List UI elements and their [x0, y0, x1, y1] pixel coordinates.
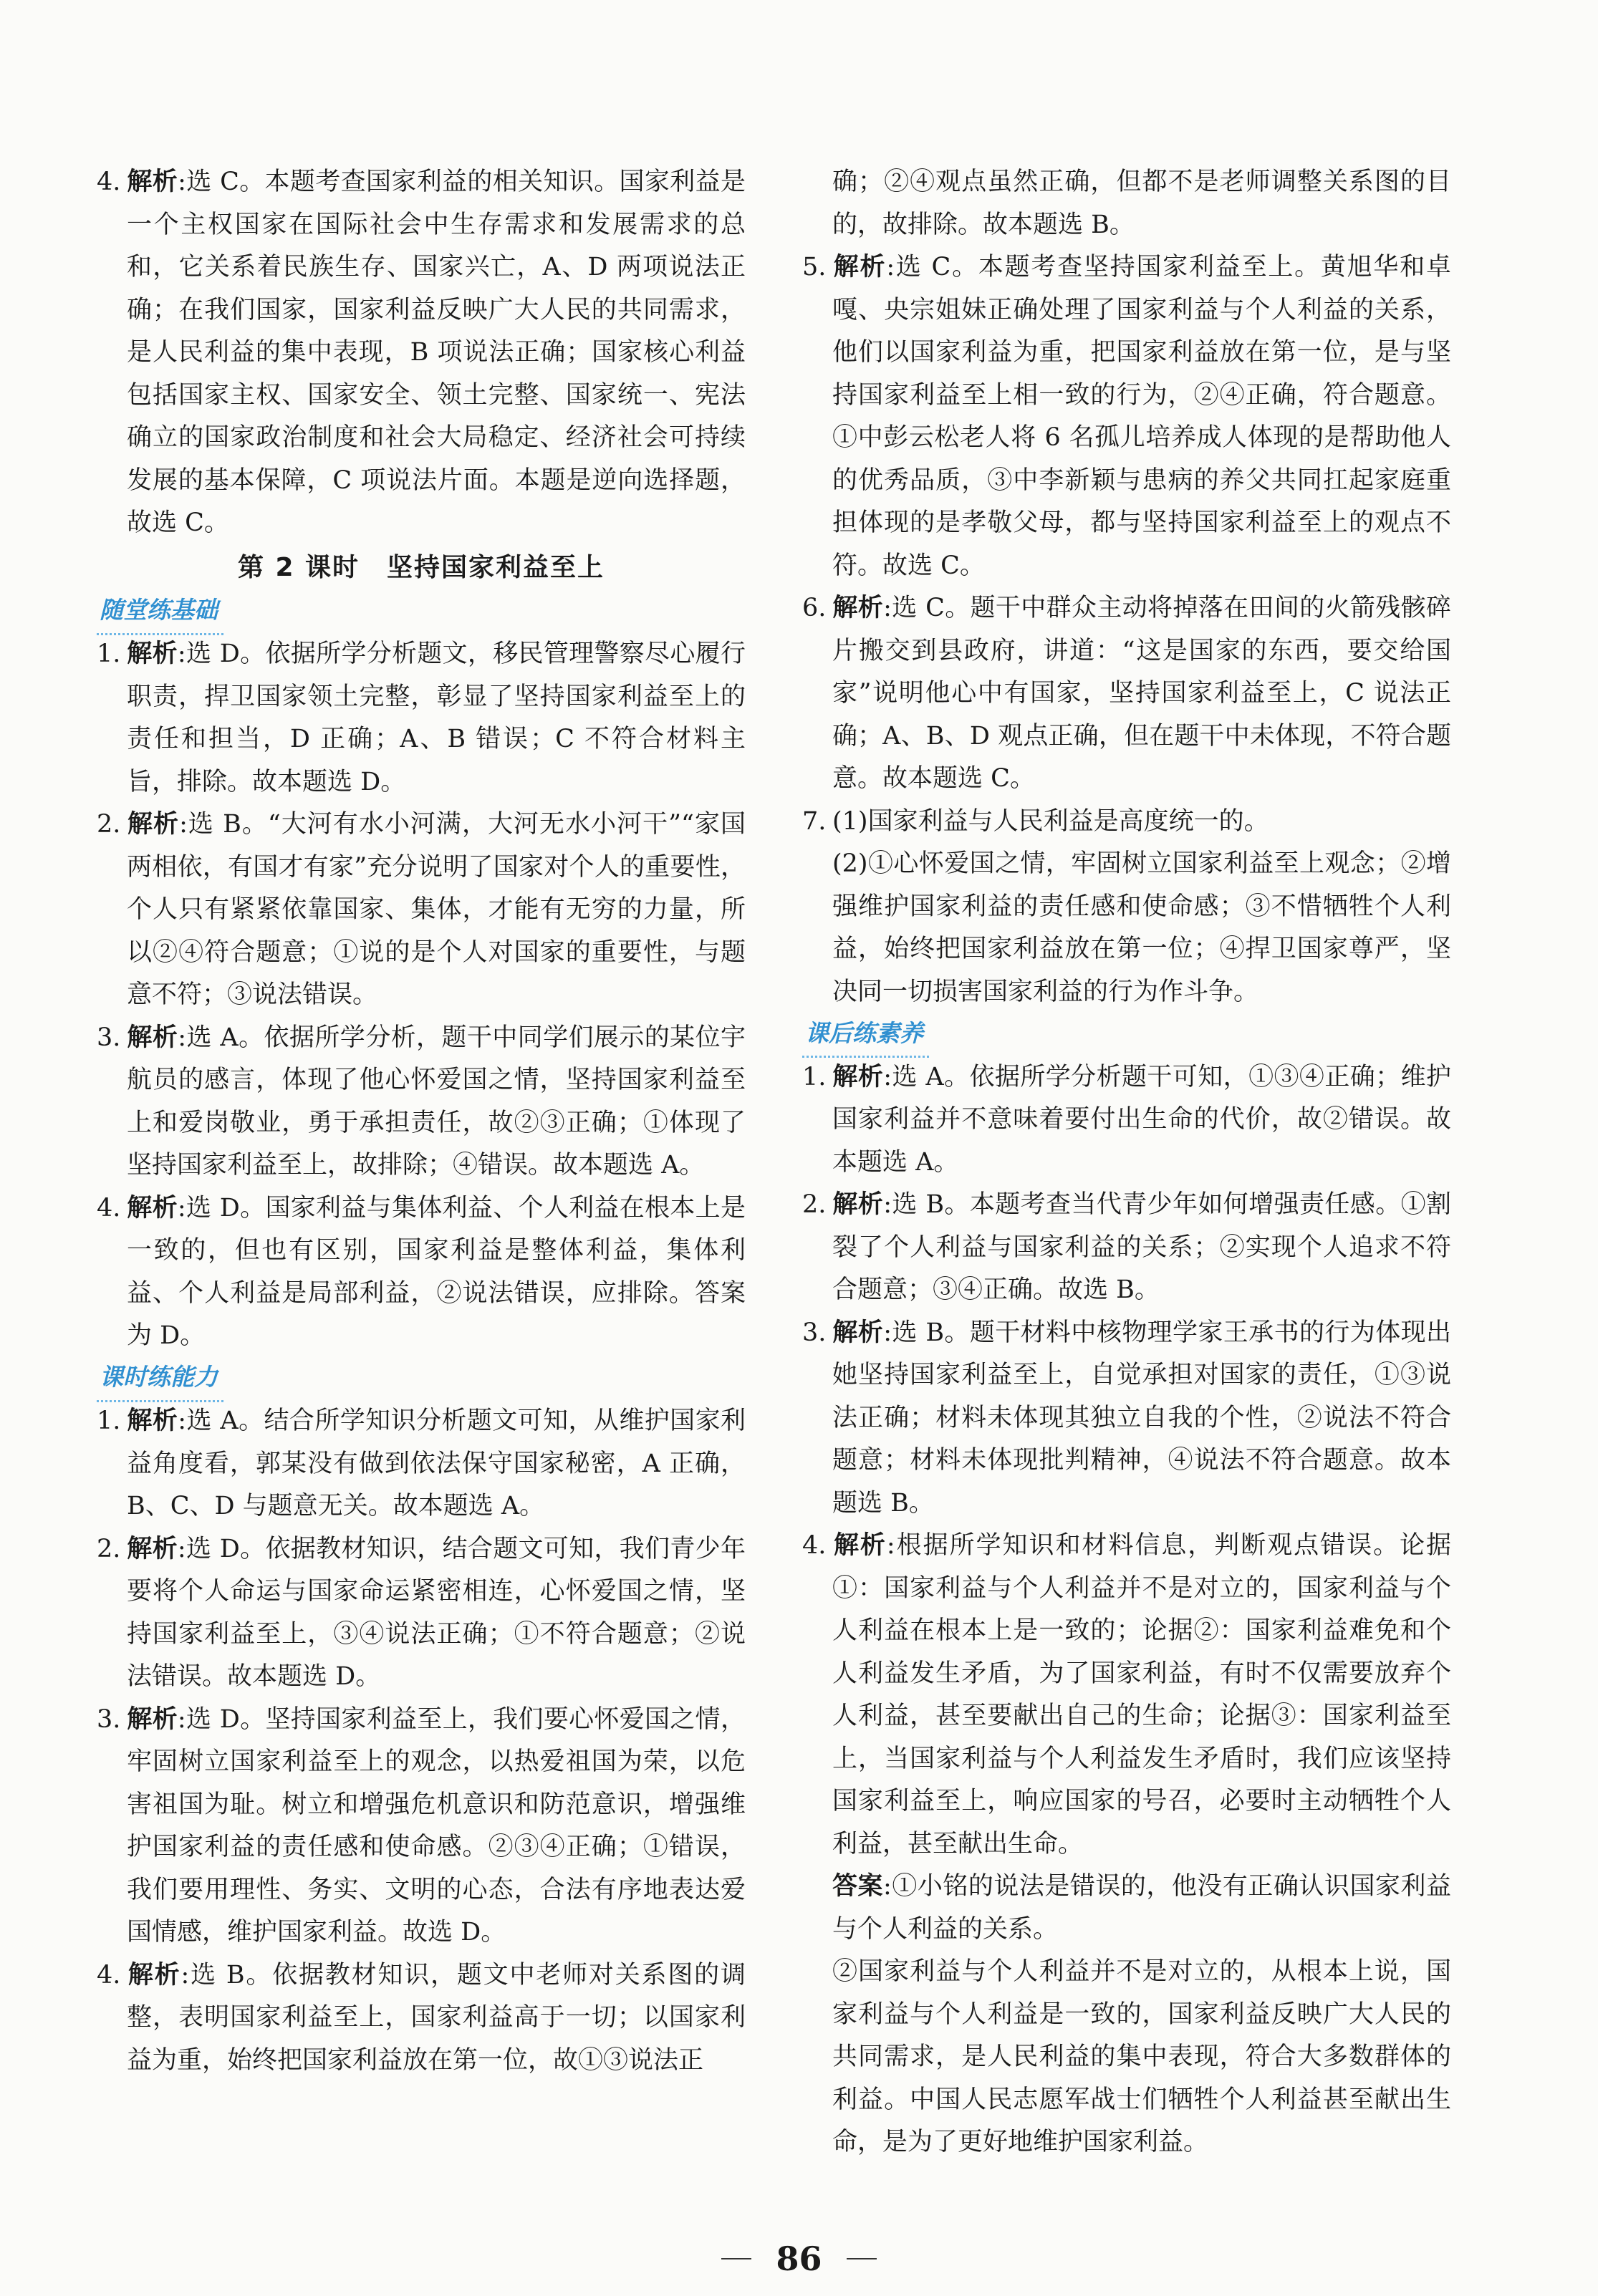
answer-item: 3. 解析:选 A。依据所学分析，题干中同学们展示的某位宇航员的感言，体现了他心怀爱国之情，坚持国家利益至上和爱岗敬业，勇于承担责任，故②③正确；①体现了坚持国家利益至上，故排除；④错误。故本题选 A。 [97, 1023, 746, 1180]
answer-item: 5. 解析:选 C。本题考查坚持国家利益至上。黄旭华和卓嘎、央宗姐妹正确处理了国家利益与个人利益的关系，他们以国家利益为重，把国家利益放在第一位，是与坚持国家利益至上相一致的行为，②④正确，符合题意。①中彭云松老人将 6 名孤儿培养成人体现的是帮助他人的优秀品质，③中李新颖与患病的养父共同扛起家庭重担体现的是孝敬父母，都与坚持国家利益至上的观点不符。故选 C。 [802, 253, 1451, 580]
right-column [802, 161, 1451, 2164]
section-header-literacy: 课后练素养 [802, 1013, 1451, 1056]
answer-item: 2. 解析:选 B。本题考查当代青少年如何增强责任感。①割裂了个人利益与国家利益的关系；②实现个人追求不符合题意；③④正确。故选 B。 [802, 1190, 1451, 1304]
section-header-ability: 课时练能力 [97, 1358, 746, 1401]
footer-dash-left [721, 2258, 751, 2259]
left-column [97, 161, 746, 2082]
answer-item: 2. 解析:选 B。“大河有水小河满，大河无水小河干”“家国两相依，有国才有家”充分说明了国家对个人的重要性，个人只有紧紧依靠国家、集体，才能有无穷的力量，所以②④符合题意；①说的是个人对国家的重要性，与题意不符；③说法错误。 [97, 810, 746, 1009]
analysis-label: 解析 [832, 1062, 884, 1091]
analysis-label: 解析 [127, 640, 178, 668]
answer-block: 答案:①小铭的说法是错误的，他没有正确认识国家利益与个人利益的关系。 [832, 1872, 1451, 1944]
answer-item: 1. 解析:选 D。依据所学分析题文，移民管理警察尽心履行职责，捍卫国家领土完整，彰显了坚持国家利益至上的责任和担当，D 正确；A、B 错误；C 不符合材料主旨，排除。故本题选 D。 [97, 640, 746, 796]
answer-item: 4. 解析:根据所学知识和材料信息，判断观点错误。论据①：国家利益与个人利益并不是对立的，国家利益与个人利益在根本上是一致的；论据②：国家利益难免和个人利益发生矛盾，为了国家利益，有时不仅需要放弃个人利益，甚至要献出自己的生命；论据③：国家利益至上，当国家利益与个人利益发生矛盾时，我们应该坚持国家利益至上，响应国家的号召，必要时主动牺牲个人利益，甚至献出生命。 [802, 1531, 1451, 1858]
analysis-label: 解析 [832, 1531, 887, 1560]
answer-item: 4. 解析:选 C。本题考查国家利益的相关知识。国家利益是一个主权国家在国际社会中生存需求和发展需求的总和，它关系着民族生存、国家兴亡，A、D 两项说法正确；在我们国家，国家利益反映广大人民的共同需求，是人民利益的集中表现，B 项说法正确；国家核心利益包括国家主权、国家安全、领土完整、国家统一、宪法确立的国家政治制度和社会大局稳定、经济社会可持续发展的基本保障，C 项说法片面。本题是逆向选择题，故选 C。 [97, 168, 746, 537]
answer-item: 4. 解析:选 B。依据教材知识，题文中老师对关系图的调整，表明国家利益至上，国家利益高于一切；以国家利益为重，始终把国家利益放在第一位，故①③说法正 [97, 1960, 746, 2075]
answer-label: 答案 [832, 1872, 884, 1901]
page-number: 86 [776, 2239, 822, 2278]
answer-item: 4. 解析:选 D。国家利益与集体利益、个人利益在根本上是一致的，但也有区别，国家利益是整体利益，集体利益、个人利益是局部利益，②说法错误，应排除。答案为 D。 [97, 1193, 746, 1350]
analysis-label: 解析 [127, 168, 178, 196]
analysis-label: 解析 [832, 1190, 884, 1219]
analysis-label: 解析 [832, 594, 884, 622]
answer-item: 3. 解析:选 B。题干材料中核物理学家王承书的行为体现出她坚持国家利益至上，自觉承担对国家的责任，①③说法正确；材料未体现其独立自我的个性，②说法不符合题意；材料未体现批判精神，④说法不符合题意。故本题选 B。 [802, 1318, 1451, 1518]
analysis-label: 解析 [127, 1704, 178, 1734]
answer-item: 3. 解析:选 D。坚持国家利益至上，我们要心怀爱国之情，牢固树立国家利益至上的观念，以热爱祖国为荣，以危害祖国为耻。树立和增强危机意识和防范意识，增强维护国家利益的责任感和使命感。②③④正确；①错误，我们要用理性、务实、文明的心态，合法有序地表达爱国情感，维护国家利益。故选 D。 [97, 1704, 746, 1947]
analysis-label: 解析 [127, 1960, 181, 1989]
analysis-label: 解析 [127, 810, 180, 839]
analysis-label: 解析 [127, 1023, 178, 1052]
analysis-label: 解析 [127, 1407, 178, 1435]
answer-item: 7. (1)国家利益与人民利益是高度统一的。 [802, 806, 1269, 836]
analysis-label: 解析 [832, 253, 887, 281]
answer-subpart: (2)①心怀爱国之情，牢固树立国家利益至上观念；②增强维护国家利益的责任感和使命感；③不惜牺牲个人利益，始终把国家利益放在第一位；④捍卫国家尊严，坚决同一切损害国家利益的行为作斗争。 [832, 849, 1451, 1006]
analysis-label: 解析 [832, 1318, 884, 1347]
section-header-basic: 随堂练基础 [97, 591, 746, 634]
answer-item: 6. 解析:选 C。题干中群众主动将掉落在田间的火箭残骸碎片搬交到县政府，讲道：“这是国家的东西，要交给国家”说明他心中有国家，坚持国家利益至上，C 说法正确；A、B、D 观点正确，但在题干中未体现，不符合题意。故本题选 C。 [802, 594, 1451, 793]
analysis-label: 解析 [127, 1193, 178, 1222]
analysis-label: 解析 [127, 1534, 178, 1563]
page-footer [0, 2239, 1598, 2278]
footer-dash-right [847, 2258, 877, 2259]
answer-item: 1. 解析:选 A。依据所学分析题干可知，①③④正确；维护国家利益并不意味着要付出生命的代价，故②错误。故本题选 A。 [802, 1062, 1451, 1177]
answer-item: 1. 解析:选 A。结合所学知识分析题文可知，从维护国家利益角度看，郭某没有做到依法保守国家秘密，A 正确，B、C、D 与题意无关。故本题选 A。 [97, 1407, 746, 1520]
answer-item: 2. 解析:选 D。依据教材知识，结合题文可知，我们青少年要将个人命运与国家命运紧密相连，心怀爱国之情，坚持国家利益至上，③④说法正确；①不符合题意；②说法错误。故本题选 D。 [97, 1534, 746, 1691]
continued-text: 确；②④观点虽然正确，但都不是老师调整关系图的目的，故排除。故本题选 B。 [832, 168, 1451, 239]
answer-block: ②国家利益与个人利益并不是对立的，从根本上说，国家利益与个人利益是一致的，国家利益反映广大人民的共同需求，是人民利益的集中表现，符合大多数群体的利益。中国人民志愿军战士们牺牲个人利益甚至献出生命，是为了更好地维护国家利益。 [832, 1957, 1451, 2156]
lesson-title: 第 2 课时 坚持国家利益至上 [237, 552, 605, 582]
